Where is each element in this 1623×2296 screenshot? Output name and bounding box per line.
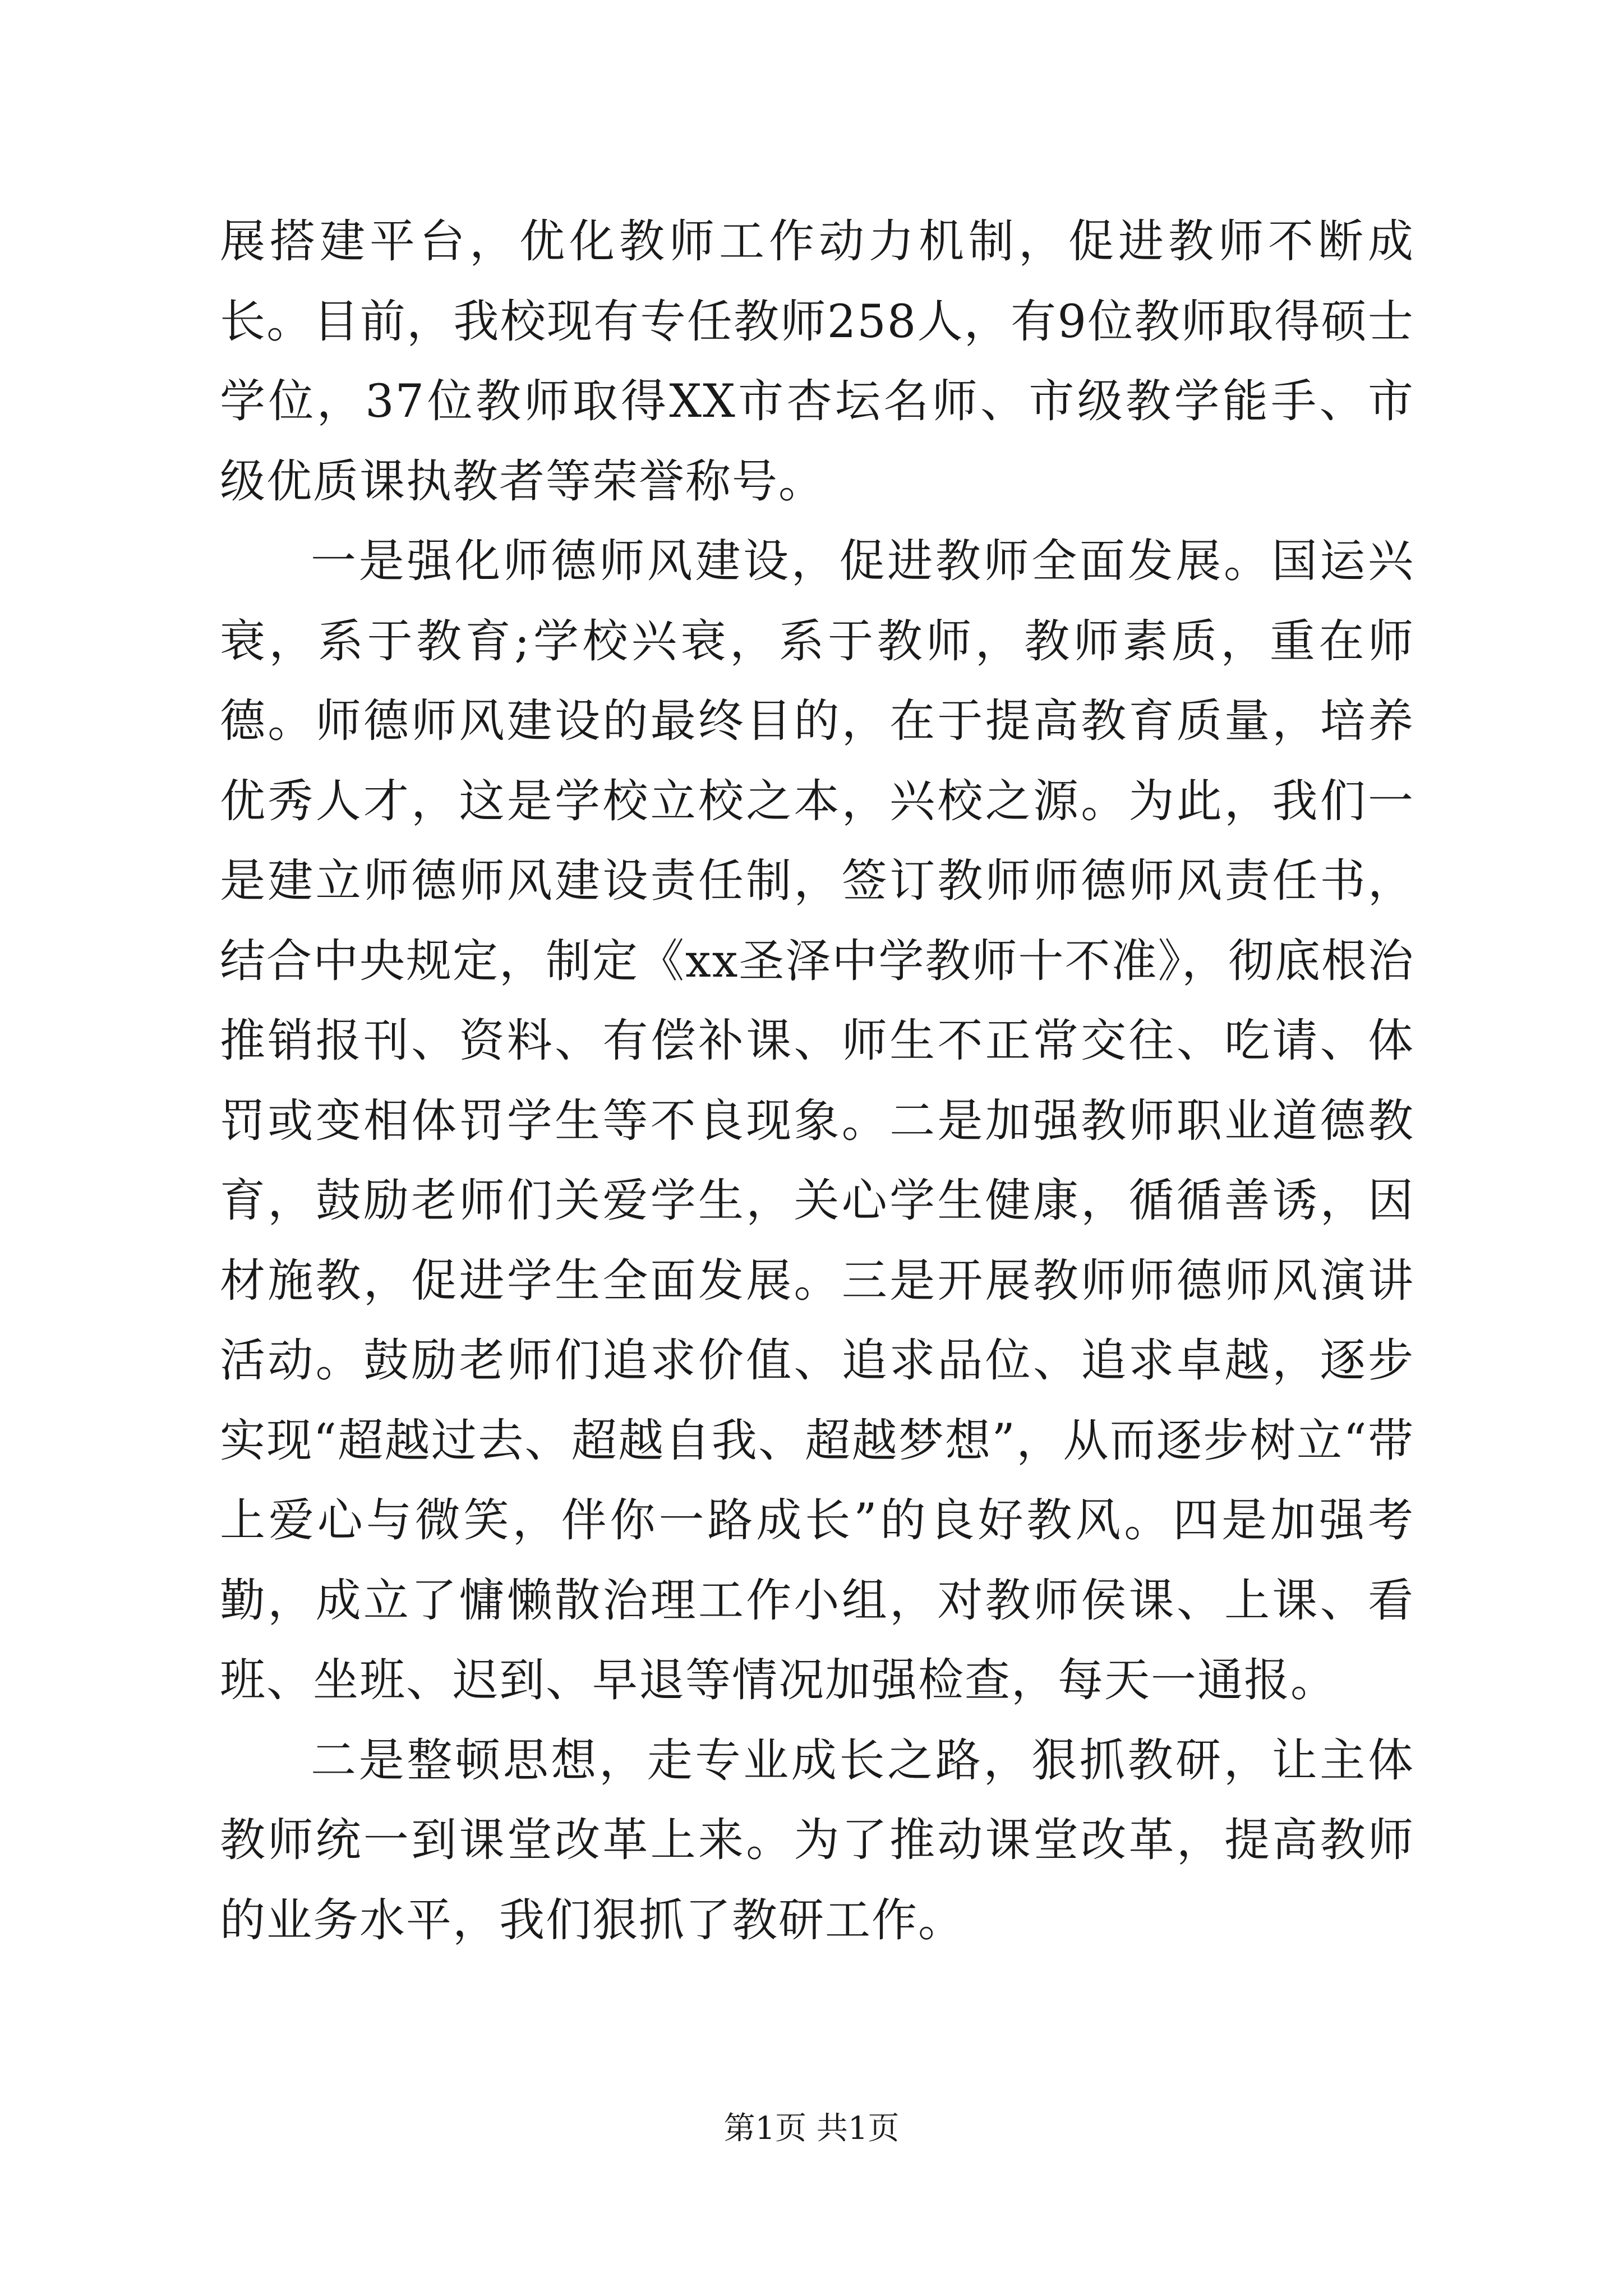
paragraph-teacher-ethics: 一是强化师德师风建设，促进教师全面发展。国运兴衰，系于教育;学校兴衰，系于教师，教师素质，重在师德。师德师风建设的最终目的，在于提高教育质量，培养优秀人才，这是学校立校之本，兴校之源。为此，我们一是建立师德师风建设责任制，签订教师师德师风责任书，结合中央规定，制定《xx圣泽中学教师十不准》，彻底根治推销报刊、资料、有偿补课、师生不正常交往、吃请、体罚或变相体罚学生等不良现象。二是加强教师职业道德教育，鼓励老师们关爱学生，关心学生健康，循循善诱，因材施教，促进学生全面发展。三是开展教师师德师风演讲活动。鼓励老师们追求价值、追求品位、追求卓越，逐步实现“超越过去、超越自我、超越梦想”，从而逐步树立“带上爱心与微笑，伴你一路成长”的良好教风。四是加强考勤，成立了慵懒散治理工作小组，对教师侯课、上课、看班、坐班、迟到、早退等情况加强检查，每天一通报。 [220, 535, 1414, 1707]
page-footer [0, 2106, 1623, 2151]
paragraph-intro: 展搭建平台，优化教师工作动力机制，促进教师不断成长。目前，我校现有专任教师258人，有9位教师取得硕士学位，37位教师取得XX市杏坛名师、市级教学能手、市级优质课执教者等荣誉称号。 [220, 215, 1414, 508]
page-number-label: 第1页 共1页 [723, 2110, 900, 2147]
paragraph-teaching-research: 二是整顿思想，走专业成长之路，狠抓教研，让主体教师统一到课堂改革上来。为了推动课堂改革，提高教师的业务水平，我们狠抓了教研工作。 [220, 1734, 1414, 1947]
document-body [220, 202, 1414, 1961]
